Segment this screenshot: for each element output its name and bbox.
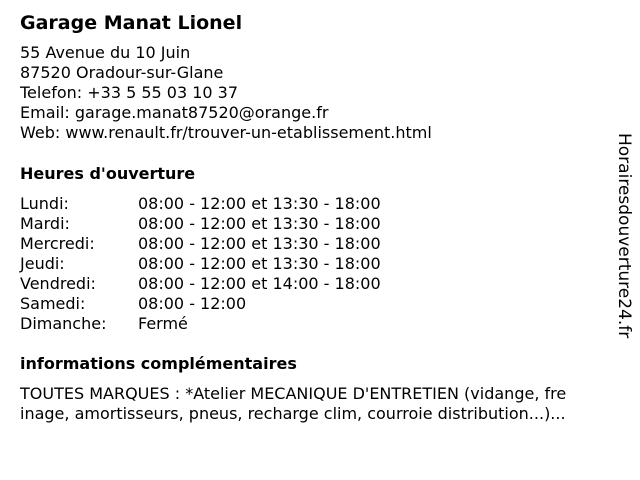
day-label: Vendredi: <box>20 274 96 293</box>
hours-row-jeudi <box>20 254 440 274</box>
info-description <box>20 384 630 424</box>
time-value: Fermé <box>138 314 188 333</box>
time-value: 08:00 - 12:00 et 13:30 - 18:00 <box>138 254 381 273</box>
hours-row-mardi <box>20 214 440 234</box>
contact-block <box>20 43 432 143</box>
hours-row-samedi <box>20 294 440 314</box>
day-label: Mardi: <box>20 214 70 233</box>
hours-row-lundi <box>20 194 440 214</box>
email-text: Email: garage.manat87520@orange.fr <box>20 103 329 122</box>
address-street: 55 Avenue du 10 Juin <box>20 43 191 62</box>
time-value: 08:00 - 12:00 et 13:30 - 18:00 <box>138 234 381 253</box>
day-label: Dimanche: <box>20 314 107 333</box>
info-line-2: inage, amortisseurs, pneus, recharge clim, courroie distribution...)... <box>20 404 566 423</box>
day-label: Mercredi: <box>20 234 95 253</box>
time-value: 08:00 - 12:00 et 13:30 - 18:00 <box>138 214 381 233</box>
day-label: Lundi: <box>20 194 69 213</box>
time-value: 08:00 - 12:00 et 13:30 - 18:00 <box>138 194 381 213</box>
day-label: Samedi: <box>20 294 86 313</box>
phone-text: Telefon: +33 5 55 03 10 37 <box>20 83 239 102</box>
info-heading: informations complémentaires <box>20 354 297 373</box>
business-name: Garage Manat Lionel <box>20 12 243 34</box>
site-watermark: Horairesdouverture24.fr <box>614 133 634 339</box>
hours-row-dimanche <box>20 314 440 334</box>
hours-heading: Heures d'ouverture <box>20 164 196 183</box>
hours-row-vendredi <box>20 274 440 294</box>
time-value: 08:00 - 12:00 et 14:00 - 18:00 <box>138 274 381 293</box>
opening-hours-table <box>20 194 440 334</box>
hours-row-mercredi <box>20 234 440 254</box>
web-text: Web: www.renault.fr/trouver-un-etablissement.html <box>20 123 432 142</box>
time-value: 08:00 - 12:00 <box>138 294 247 313</box>
day-label: Jeudi: <box>20 254 65 273</box>
address-city: 87520 Oradour-sur-Glane <box>20 63 224 82</box>
info-line-1: TOUTES MARQUES : *Atelier MECANIQUE D'ENTRETIEN (vidange, fre <box>20 384 567 403</box>
